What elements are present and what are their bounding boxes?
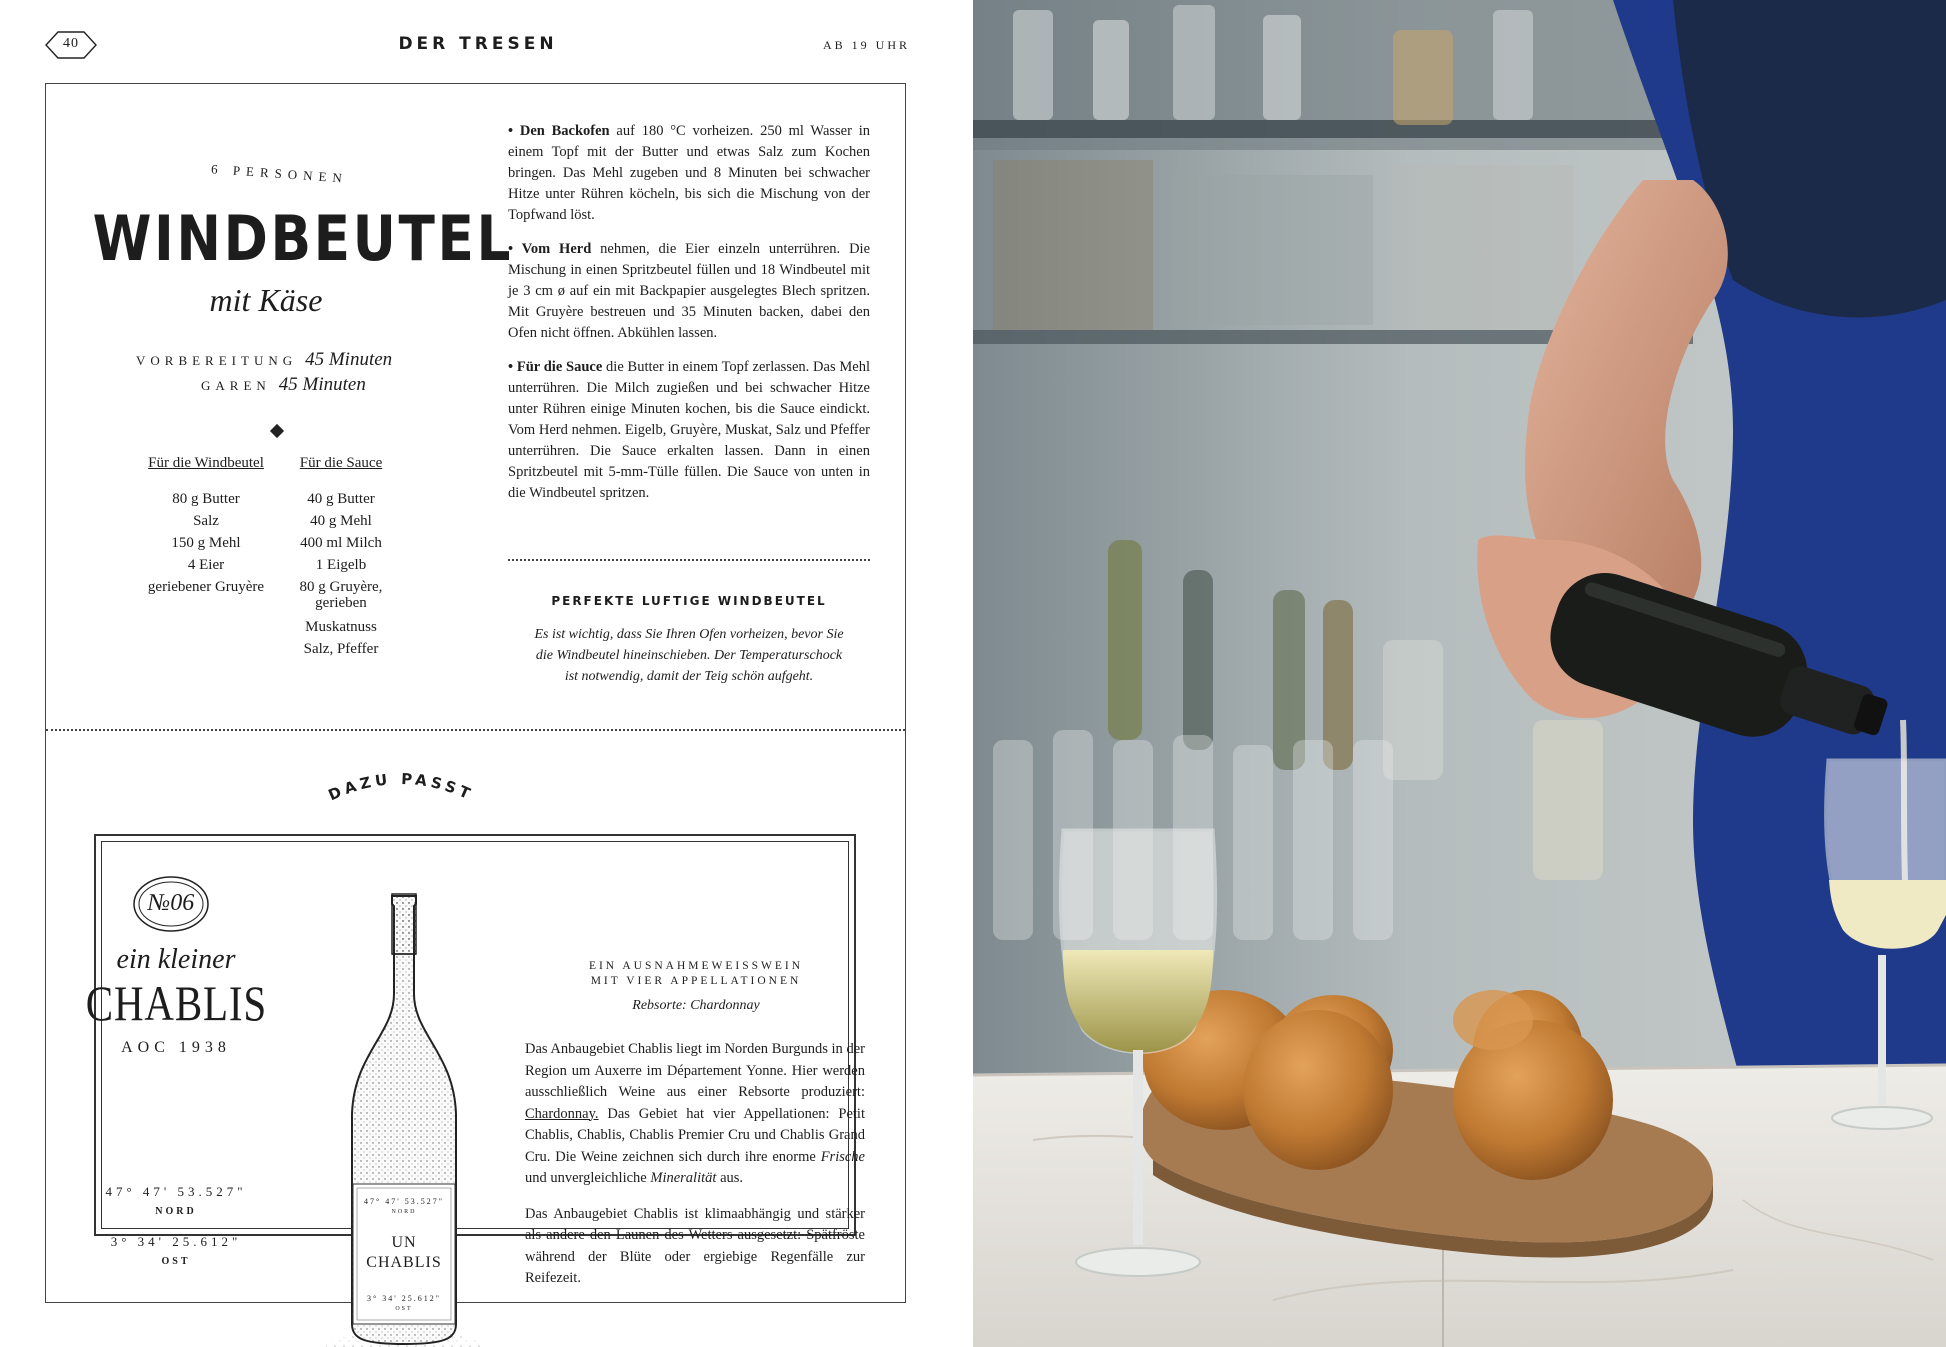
wine-meta: EIN AUSNAHMEWEISSWEIN [588, 960, 804, 972]
wine-description [525, 1039, 865, 1304]
wine-number: №06 [147, 890, 195, 916]
recipe-title: WINDBEUTEL [92, 202, 514, 275]
longitude: 3° 34' 25.612" [110, 1234, 242, 1249]
wine-name: CHABLIS [85, 975, 267, 1031]
text-run: Das Gebiet hat vier Appellationen: Petit Chablis, Chablis, Chablis Premier Cru und Chablis Grand Cru. Die Weine zeichnen sich durch ihre enorme [525, 1105, 865, 1165]
wine-bottle-illustration [324, 884, 484, 1347]
recipe-frame [45, 83, 906, 1312]
recipe-step [508, 121, 870, 226]
latitude-direction: NORD [155, 1206, 197, 1217]
latitude: 47° 47' 53.527" [105, 1184, 247, 1199]
ingredient-item: 80 g Gruyère, gerieben [299, 579, 383, 611]
wine-intro: ein kleiner [116, 944, 236, 975]
wine-grape: Rebsorte: Chardonnay [632, 998, 760, 1013]
diamond-separator [270, 424, 284, 438]
emphasis: Frische [820, 1148, 865, 1165]
wine-aoc: AOC 1938 [121, 1039, 231, 1056]
page-number: 40 [63, 36, 79, 51]
step-lead: • Vom Herd [508, 241, 592, 257]
tip-title: PERFEKTE LUFTIGE WINDBEUTEL [551, 594, 827, 608]
cook-value: 45 Minuten [278, 374, 366, 395]
section-divider [46, 729, 905, 731]
prep-label: VORBEREITUNG [136, 353, 298, 368]
bottle-label-coord: 3° 34' 25.612" [367, 1294, 441, 1303]
recipe-instructions [508, 121, 870, 517]
bottle-label-coord: 47° 47' 53.527" [364, 1197, 444, 1206]
longitude-direction: OST [161, 1256, 191, 1267]
svg-text:DAZU PASST [326, 770, 477, 804]
ingredient-item: 80 g Butter [172, 491, 240, 507]
text-run: aus. [716, 1170, 744, 1186]
ingredient-item: geriebener Gruyère [147, 579, 265, 595]
page-number-badge [44, 30, 98, 60]
recipe-step [508, 239, 870, 344]
recipe-subtitle: mit Käse [209, 282, 323, 318]
recipe-step [508, 357, 870, 504]
ingredient-item: 1 Eigelb [315, 557, 367, 573]
servings-label: 6 PERSONEN [210, 161, 349, 186]
wine-paragraph [525, 1039, 865, 1190]
step-lead: • Für die Sauce [508, 359, 603, 375]
text-run: Das Anbaugebiet Chablis liegt im Norden Burgunds in der Region um Auxerre im Département Yonne. Hier werden ausschließlich Weine aus einer Rebsorte produziert: [525, 1041, 865, 1100]
ingredient-item: 40 g Mehl [310, 513, 372, 529]
pairing-banner-text: DAZU PASST [325, 769, 477, 805]
tip-text: Es ist wichtig, dass Sie Ihren Ofen vorheizen, bevor Sie die Windbeutel hineinschieben. Der Temperaturschock ist notwendig, damit der Teig schön aufgeht. [534, 627, 844, 684]
ingredients-heading: Für die Windbeutel [148, 455, 264, 471]
ingredient-item: Salz, Pfeffer [303, 641, 379, 657]
ingredient-item: 4 Eier [187, 557, 225, 573]
chardonnay-term: Chardonnay. [525, 1105, 599, 1122]
step-text: die Butter in einem Topf zerlassen. Das Mehl unterrühren. Die Milch zugießen und bei schwacher Hitze unter Rühren einige Minuten kochen, bis die Sauce eindickt. Vom Herd nehmen. Eigelb, Gruyère, Muskat, Salz und Pfeffer unterrühren. Die Sauce erkalten lassen. Dann in einen Spritzbeutel mit 5-mm-Tülle füllen. Die Sauce von unten in die Windbeutel spritzen. [508, 359, 870, 501]
text-run: und unvergleichliche [525, 1170, 651, 1186]
wine-number-badge [131, 874, 211, 934]
ingredient-item: Muskatnuss [305, 619, 377, 635]
pairing-banner [301, 760, 501, 810]
ingredient-item: 150 g Mehl [171, 535, 241, 551]
running-head: DER TRESEN [398, 34, 558, 54]
step-lead: • Den Backofen [508, 123, 610, 139]
ingredients-windbeutel [131, 452, 281, 598]
bottle-label-coord-dir: NORD [391, 1209, 417, 1215]
tip-divider [508, 559, 870, 561]
emphasis: Mineralität [650, 1170, 717, 1186]
bottle-label-name: UN [391, 1234, 417, 1251]
ingredient-item: Salz [193, 513, 219, 529]
bar-photo [973, 0, 1946, 1347]
step-text: auf 180 °C vorheizen. 250 ml Wasser in einem Topf mit der Butter und etwas Salz zum Kochen bringen. Das Mehl zugeben und 8 Minuten bei schwacher Hitze unter Rühren köcheln, bis sich die Mischung von der Topfwand löst. [508, 123, 870, 223]
step-text: nehmen, die Eier einzeln unterrühren. Die Mischung in einen Spritzbeutel füllen und 18 Windbeutel mit je 3 cm ø auf ein mit Backpapier ausgelegtes Blech spritzen. Mit Gruyère bestreuen und 35 Minuten backen, dabei den Ofen nicht öffnen. Abkühlen lassen. [508, 241, 871, 341]
ingredient-item: 400 ml Milch [300, 535, 382, 551]
wine-paragraph: Das Anbaugebiet Chablis ist klimaabhängig und stärker als andere den Launen des Wetters ausgesetzt: Spätfröste während der Blüte oder ergiebige Regenfälle zur Reifezeit. [525, 1205, 865, 1286]
ingredients-sauce [291, 452, 391, 660]
prep-time [136, 349, 392, 371]
ingredient-item: 40 g Butter [307, 491, 375, 507]
prep-value: 45 Minuten [305, 349, 393, 370]
bottle-label-coord-dir: OST [395, 1306, 413, 1312]
wine-meta: MIT VIER APPELLATIONEN [590, 975, 802, 987]
cook-label: GAREN [201, 378, 271, 393]
ingredients-heading: Für die Sauce [299, 455, 383, 471]
cook-time [201, 374, 366, 396]
bottle-label-name: CHABLIS [366, 1254, 442, 1271]
running-time: AB 19 UHR [822, 38, 910, 52]
